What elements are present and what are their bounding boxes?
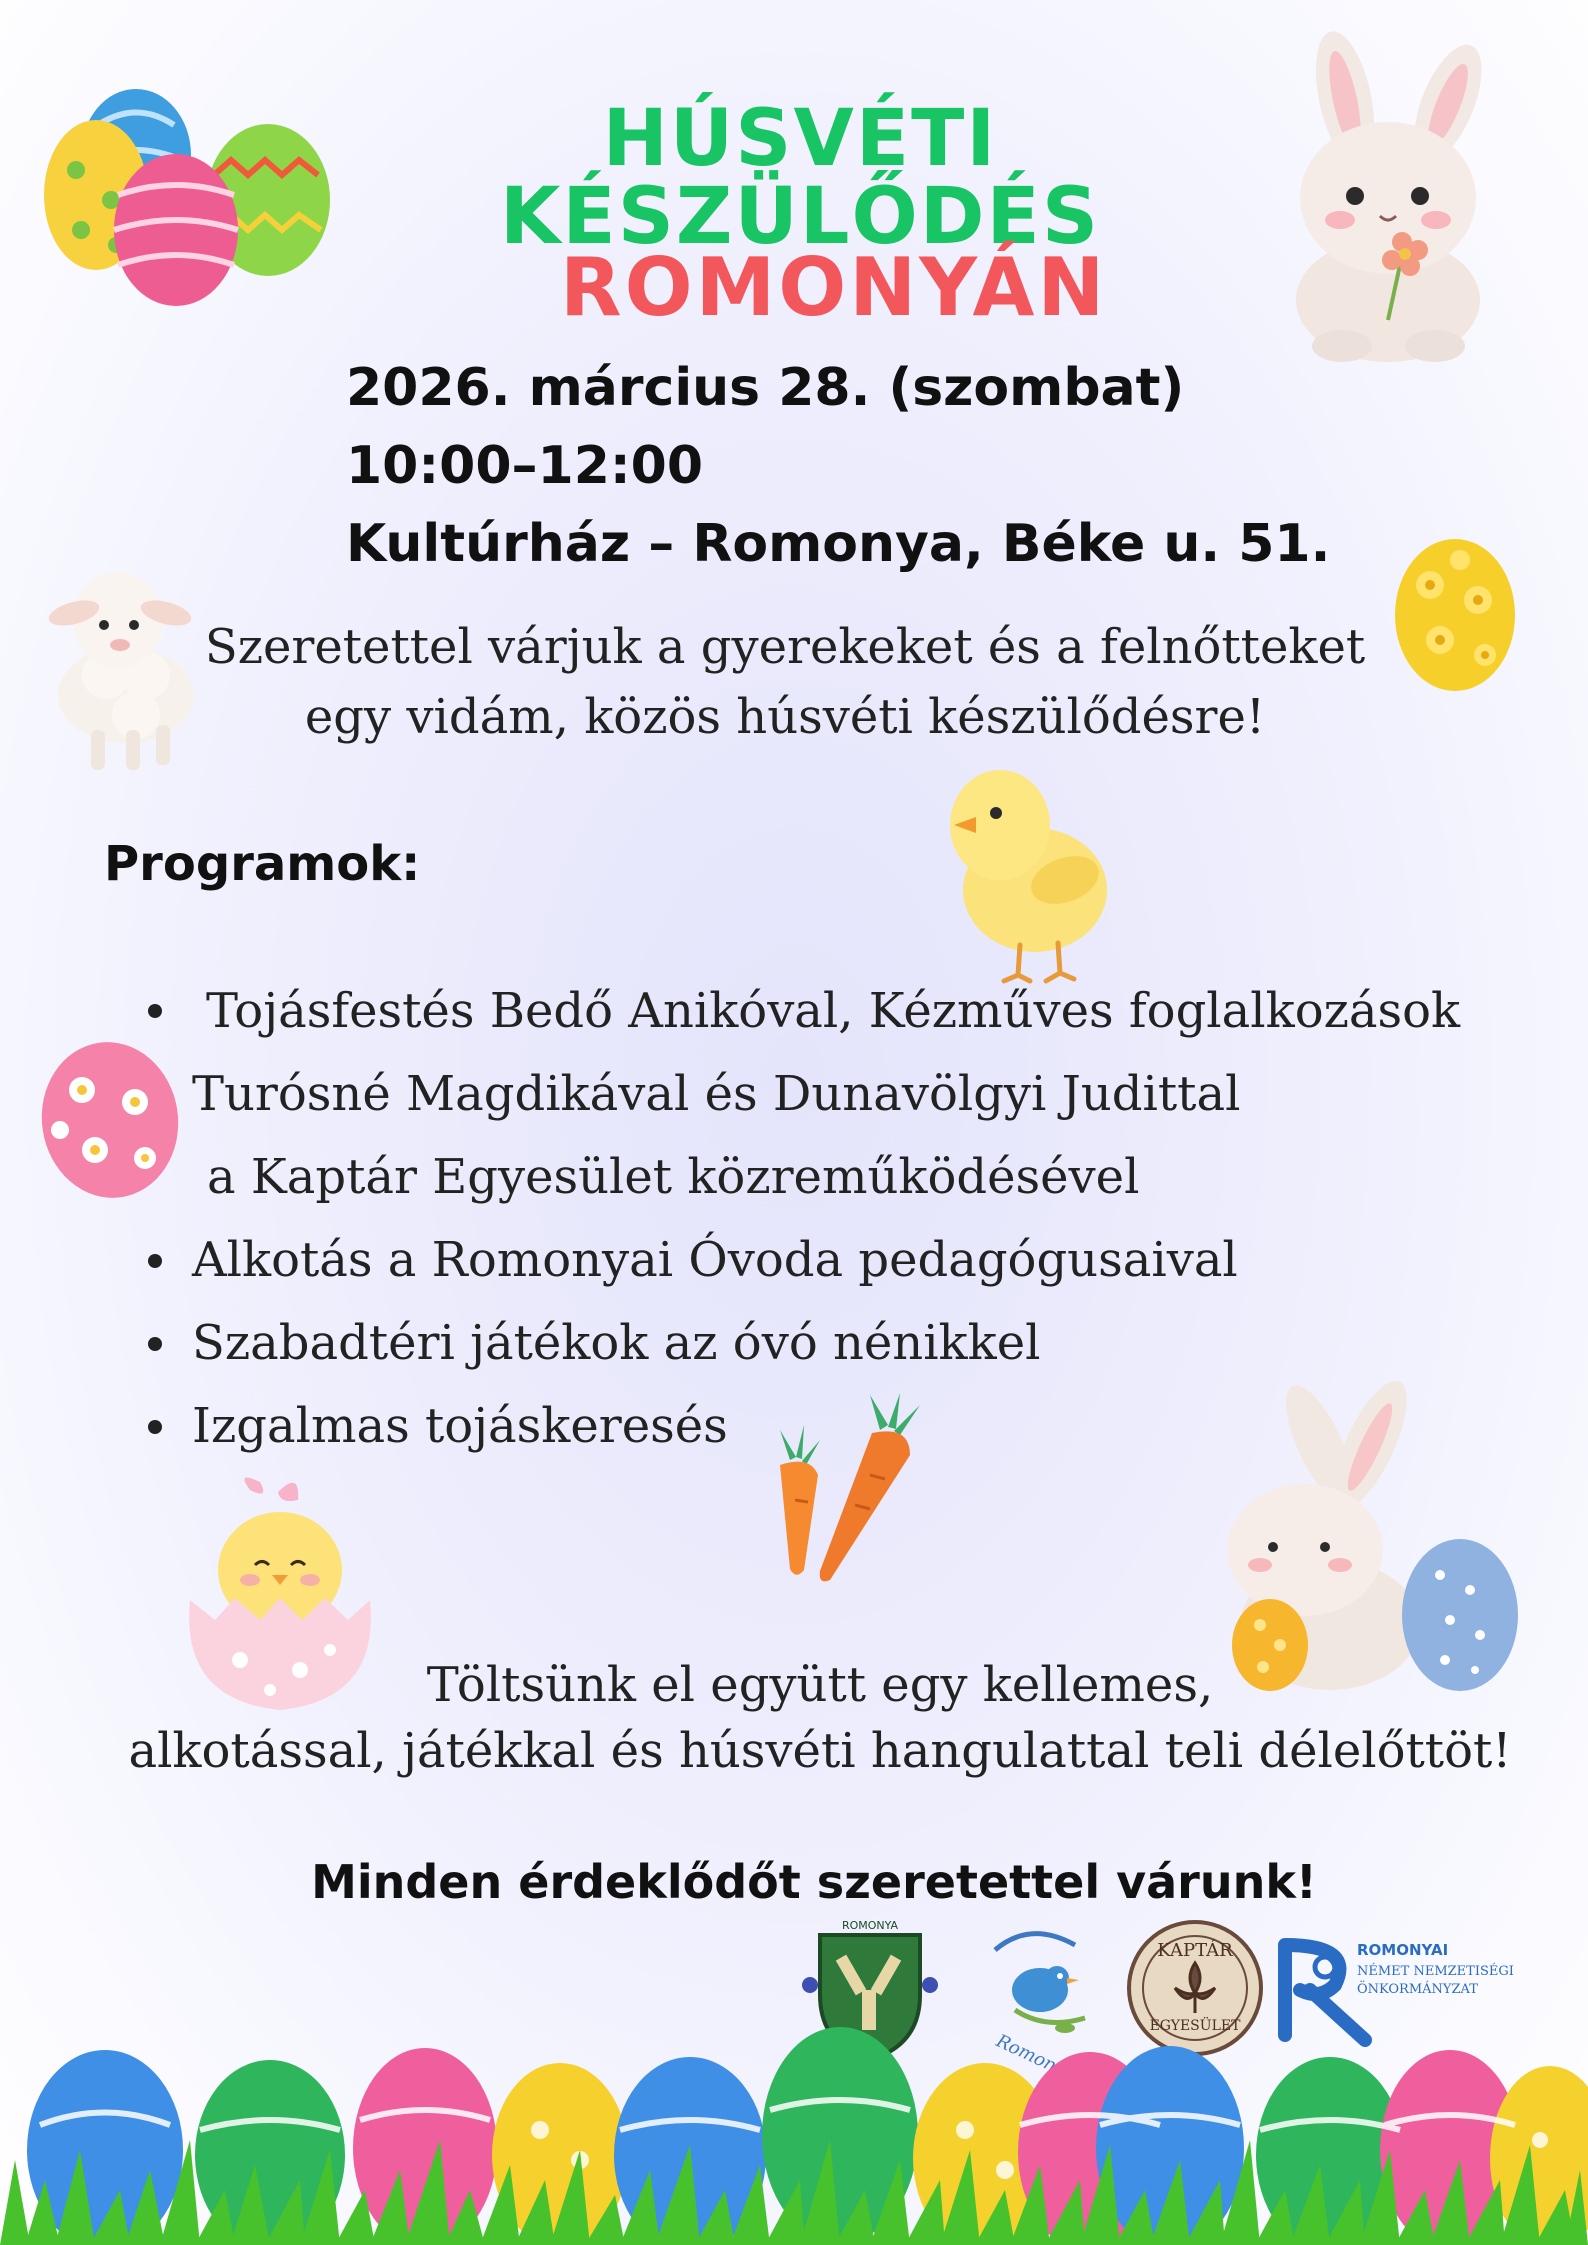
bullet-marker — [148, 1254, 162, 1268]
bullet-marker — [148, 1420, 162, 1434]
kaptar-label-bottom: EGYESÜLET — [1149, 2018, 1241, 2034]
programs-heading: Programok: — [104, 836, 421, 892]
chick-illustration — [940, 755, 1120, 985]
closing-text — [100, 1652, 1540, 1784]
program-item-4: Izgalmas tojáskeresés — [192, 1398, 728, 1454]
german-logo-line-3: ÖNKORMÁNYZAT — [1357, 1982, 1478, 1997]
bullet-marker — [148, 1337, 162, 1351]
invitation-line: Minden érdeklődőt szeretettel várunk! — [311, 1855, 1317, 1909]
ovoda-label: Romonyai — [992, 2030, 1084, 2088]
program-item-3: Szabadtéri játékok az óvó nénikkel — [192, 1315, 1041, 1371]
german-logo-line-2: NÉMET NEMZETISÉGI — [1357, 1964, 1514, 1979]
closing-line-2: alkotással, játékkal és húsvéti hangulattal teli délelőttöt! — [128, 1723, 1512, 1779]
program-item-1-line-2: Turósné Magdikával és Dunavölgyi Judittal — [192, 1066, 1241, 1122]
intro-text — [170, 612, 1400, 752]
eggs-in-grass-border — [0, 2030, 1588, 2245]
program-item-1-line-3: a Kaptár Egyesület közreműködésével — [207, 1149, 1140, 1205]
event-time: 10:00–12:00 — [346, 436, 704, 496]
event-date: 2026. március 28. (szombat) — [346, 358, 1185, 418]
decorated-eggs-cluster — [36, 80, 336, 310]
program-item-2: Alkotás a Romonyai Óvoda pedagógusaival — [192, 1232, 1238, 1288]
pink-flower-egg — [40, 1040, 180, 1200]
nemet-nemzetisegi-onkormanyzat-logo — [1275, 1935, 1515, 2045]
carrots-illustration — [760, 1395, 950, 1595]
german-logo-line-1: ROMONYAI — [1357, 1941, 1449, 1959]
event-location: Kultúrház – Romonya, Béke u. 51. — [346, 514, 1331, 574]
program-item-1-line-1: Tojásfestés Bedő Anikóval, Kézműves foglalkozások — [206, 983, 1461, 1039]
title-line-1: HÚSVÉTI KÉSZÜLŐDÉS — [499, 94, 1100, 262]
bullet-marker — [148, 1004, 162, 1018]
coat-of-arms-label: ROMONYA — [841, 1919, 899, 1932]
closing-line-1: Töltsünk el együtt egy kellemes, — [426, 1657, 1214, 1713]
intro-line-1: Szeretettel várjuk a gyerekeket és a felnőtteket — [204, 619, 1366, 675]
bunny-illustration — [1270, 28, 1510, 368]
intro-line-2: egy vidám, közös húsvéti készülődésre! — [304, 689, 1266, 745]
kaptar-label-top: KAPTÁR — [1157, 1940, 1233, 1961]
title-line-2: ROMONYÁN — [560, 241, 1108, 334]
yellow-flower-egg — [1390, 530, 1520, 695]
